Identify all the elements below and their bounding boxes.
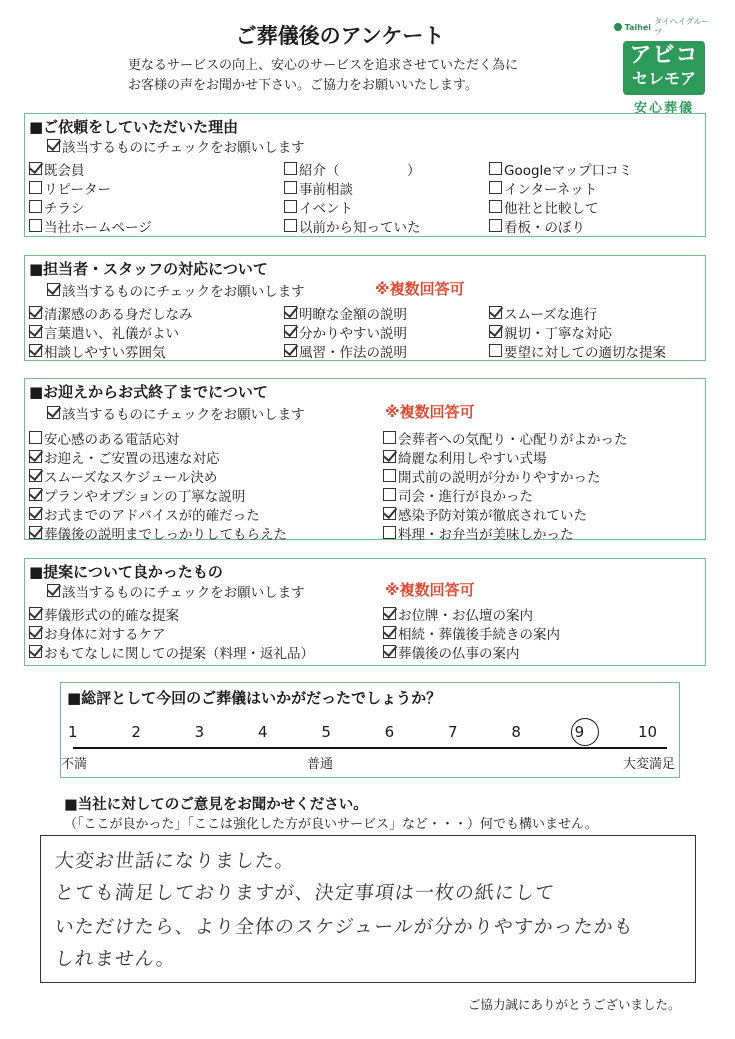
checkbox-empty-icon[interactable]: [29, 181, 42, 194]
checkbox-label: 明瞭な金額の説明: [299, 306, 407, 323]
checkbox-label: お身体に対するケア: [44, 626, 166, 643]
opinion-subtitle: （「ここが良かった」「ここは強化した方が良いサービス」など・・・）何でも構いません。: [64, 817, 598, 832]
checkbox-label: チラシ: [44, 200, 85, 217]
checkbox-item[interactable]: [383, 643, 701, 660]
checkbox-checked-icon[interactable]: [29, 507, 42, 520]
checkbox-label: 紹介（ ）: [299, 162, 421, 179]
checkbox-label: 相談しやすい雰囲気: [44, 344, 166, 361]
checkbox-label: Googleマップ口コミ: [504, 162, 633, 179]
section-title: ■お迎えからお式終了までについて: [29, 383, 268, 401]
rating-option[interactable]: 1: [68, 723, 78, 741]
checkbox-checked-icon[interactable]: [383, 626, 396, 639]
section-reception: [24, 378, 706, 543]
checkbox-label: スムーズなスケジュール決め: [44, 469, 218, 486]
checkbox-label: インターネット: [504, 181, 598, 198]
checkbox-checked-icon[interactable]: [29, 645, 42, 658]
instruction-text: 該当するものにチェックをお願いします: [62, 585, 305, 601]
rating-option[interactable]: 6: [384, 723, 395, 741]
rating-option[interactable]: 8: [511, 723, 521, 741]
checkbox-item[interactable]: [29, 217, 284, 234]
section-staff: [24, 255, 706, 361]
checkbox-item[interactable]: [383, 486, 701, 503]
section-proposal: [24, 558, 706, 666]
checkbox-label: 司会・進行が良かった: [398, 488, 533, 505]
checkbox-empty-icon[interactable]: [383, 488, 396, 501]
checkbox-item[interactable]: [284, 217, 489, 234]
handwritten-line-3: いただけたら、より全体のスケジュールが分かりやすかったかも: [53, 916, 635, 938]
logo-line-1: アビコ: [629, 43, 699, 68]
checkbox-checked-icon[interactable]: [29, 162, 42, 175]
rating-option[interactable]: 2: [131, 723, 141, 741]
opinion-answer-box: [40, 835, 696, 983]
checkbox-checked-icon[interactable]: [284, 306, 297, 319]
section-title: ■担当者・スタッフの対応について: [29, 260, 268, 278]
checkbox-empty-icon[interactable]: [489, 200, 502, 213]
checkbox-checked-icon[interactable]: [284, 344, 297, 357]
checkbox-item[interactable]: [29, 505, 383, 522]
checkbox-checked-icon[interactable]: [489, 325, 502, 338]
checkbox-label: 清潔感のある身だしなみ: [44, 306, 193, 323]
checkbox-item[interactable]: [29, 605, 383, 622]
checkbox-item[interactable]: [383, 605, 701, 622]
checkbox-label: 相続・葬儀後手続きの案内: [398, 626, 560, 643]
multi-answer-note: ※複数回答可: [385, 581, 475, 599]
checkbox-label: プランやオプションの丁寧な説明: [44, 488, 246, 505]
intro-text: [128, 56, 518, 96]
checkbox-label: お位牌・お仏壇の案内: [398, 607, 533, 624]
rating-option[interactable]: 3: [194, 723, 205, 741]
checkbox-empty-icon[interactable]: [383, 469, 396, 482]
checkbox-label: 他社と比較して: [504, 200, 599, 217]
checkbox-item[interactable]: [29, 467, 383, 484]
checkbox-item[interactable]: [383, 467, 701, 484]
checkbox-empty-icon[interactable]: [29, 219, 42, 232]
footer-thanks: ご協力誠にありがとうございました。: [468, 997, 681, 1012]
checkbox-checked-icon[interactable]: [383, 507, 396, 520]
checkbox-item[interactable]: [383, 505, 701, 522]
section-instruction: [47, 403, 305, 423]
checkbox-item[interactable]: [489, 217, 701, 234]
checkbox-empty-icon[interactable]: [489, 219, 502, 232]
checkbox-empty-icon[interactable]: [489, 162, 502, 175]
checkbox-label: 料理・お弁当が美味しかった: [398, 526, 574, 543]
checkbox-label: イベント: [299, 200, 353, 217]
rating-mid-label: 普通: [307, 757, 334, 772]
checkbox-empty-icon[interactable]: [383, 526, 396, 539]
checkbox-checked-icon[interactable]: [29, 344, 42, 357]
checkbox-checked-icon[interactable]: [29, 626, 42, 639]
checkbox-item[interactable]: [284, 160, 489, 177]
checkbox-checked-icon[interactable]: [29, 469, 42, 482]
logo-box: [623, 41, 705, 95]
checkbox-item[interactable]: [284, 323, 489, 340]
checkbox-checked-icon[interactable]: [284, 325, 297, 338]
checkbox-label: 風習・作法の説明: [299, 344, 407, 361]
checkbox-label: 葬儀後の説明までしっかりしてもらえた: [44, 526, 287, 543]
checkbox-checked-icon[interactable]: [383, 607, 396, 620]
section-request-reason: [24, 113, 706, 237]
section-title: ■ご依頼をしていただいた理由: [29, 118, 239, 136]
logo-line-2: セレモア: [631, 69, 696, 88]
checkbox-empty-icon[interactable]: [383, 431, 396, 444]
rating-option[interactable]: 5: [321, 723, 331, 741]
brand-dot-icon: [614, 23, 622, 31]
checkbox-label: お式までのアドバイスが的確だった: [44, 507, 260, 524]
checkbox-label: 会葬者への気配り・心配りがよかった: [398, 431, 628, 448]
instruction-text: 該当するものにチェックをお願いします: [62, 407, 305, 423]
checkbox-item[interactable]: [29, 429, 383, 446]
checkbox-label: 綺麗な利用しやすい式場: [398, 450, 547, 467]
multi-answer-note: ※複数回答可: [385, 403, 475, 421]
checkbox-item[interactable]: [489, 160, 701, 177]
checkbox-item[interactable]: [383, 524, 701, 541]
checkbox-label: おもてなしに関しての提案（料理・返礼品）: [44, 645, 314, 662]
intro-line-2: お客様の声をお聞かせ下さい。ご協力をお願いいたします。: [128, 78, 478, 93]
rating-axis-line: [73, 747, 667, 749]
rating-selected-circle: [571, 718, 599, 746]
checkbox-item[interactable]: [383, 429, 701, 446]
rating-option[interactable]: 10: [638, 723, 658, 741]
checkbox-empty-icon[interactable]: [489, 181, 502, 194]
checkbox-checked-icon[interactable]: [383, 645, 396, 658]
section-instruction: [47, 136, 305, 156]
checkbox-item[interactable]: [284, 179, 489, 196]
checkbox-item[interactable]: [29, 198, 284, 215]
intro-line-1: 更なるサービスの向上、安心のサービスを追求させていただく為に: [128, 58, 519, 73]
survey-title: ご葬儀後のアンケート: [235, 24, 445, 48]
checkbox-label: スムーズな進行: [504, 306, 598, 323]
rating-question: ■総評として今回のご葬儀はいかがだったでしょうか？: [67, 689, 442, 707]
checkbox-label: 当社ホームページ: [44, 219, 152, 236]
multi-answer-note: ※複数回答可: [375, 280, 465, 298]
checkbox-checked-icon[interactable]: [489, 306, 502, 319]
checkbox-icon: [47, 406, 60, 419]
brand-mark: [614, 16, 714, 38]
brand-en: Taihei: [624, 22, 652, 32]
checkbox-label: 言葉遣い、礼儀がよい: [44, 325, 179, 342]
checkbox-list: [29, 160, 701, 234]
company-logo: [614, 16, 714, 116]
section-instruction: [47, 581, 305, 601]
checkbox-list: [29, 429, 701, 541]
checkbox-item[interactable]: [29, 524, 383, 541]
rating-option[interactable]: 7: [448, 723, 458, 741]
checkbox-checked-icon[interactable]: [29, 450, 42, 463]
handwritten-line-4: しれません。: [53, 948, 178, 970]
checkbox-label: 分かりやすい説明: [299, 325, 407, 342]
checkbox-empty-icon[interactable]: [284, 200, 297, 213]
checkbox-item[interactable]: [29, 160, 284, 177]
instruction-text: 該当するものにチェックをお願いします: [62, 284, 305, 300]
checkbox-label: 以前から知っていた: [299, 219, 421, 236]
checkbox-item[interactable]: [284, 342, 489, 359]
checkbox-checked-icon[interactable]: [29, 306, 42, 319]
checkbox-icon: [47, 139, 60, 152]
checkbox-item[interactable]: [29, 304, 284, 321]
handwritten-line-2: とても満足しておりますが、決定事項は一枚の紙にして: [53, 882, 557, 904]
checkbox-checked-icon[interactable]: [383, 450, 396, 463]
checkbox-label: リピーター: [44, 181, 111, 198]
checkbox-item[interactable]: [29, 448, 383, 465]
checkbox-checked-icon[interactable]: [29, 607, 42, 620]
rating-option[interactable]: 4: [258, 723, 268, 741]
checkbox-label: 要望に対しての適切な提案: [504, 344, 666, 361]
checkbox-item[interactable]: [489, 342, 701, 359]
checkbox-label: お迎え・ご安置の迅速な対応: [44, 450, 220, 467]
checkbox-item[interactable]: [489, 323, 701, 340]
checkbox-item[interactable]: [489, 304, 701, 321]
checkbox-item[interactable]: [284, 304, 489, 321]
checkbox-checked-icon[interactable]: [29, 325, 42, 338]
rating-high-label: 大変満足: [622, 757, 675, 772]
checkbox-label: 葬儀後の仏事の案内: [398, 645, 520, 662]
checkbox-label: 親切・丁寧な対応: [504, 325, 612, 342]
checkbox-list: [29, 605, 701, 660]
section-overall-rating: [60, 682, 680, 778]
checkbox-label: 開式前の説明が分かりやすかった: [398, 469, 601, 486]
checkbox-checked-icon[interactable]: [29, 526, 42, 539]
handwritten-line-1: 大変お世話になりました。: [53, 850, 297, 872]
checkbox-label: 既会員: [44, 162, 85, 179]
checkbox-empty-icon[interactable]: [284, 219, 297, 232]
checkbox-item[interactable]: [383, 448, 701, 465]
checkbox-item[interactable]: [29, 643, 383, 660]
checkbox-list: [29, 304, 701, 359]
checkbox-empty-icon[interactable]: [489, 344, 502, 357]
checkbox-empty-icon[interactable]: [29, 200, 42, 213]
rating-option[interactable]: 9: [574, 723, 585, 741]
checkbox-item[interactable]: [29, 624, 383, 641]
checkbox-label: 葬儀形式の的確な提案: [44, 607, 179, 624]
section-instruction: [47, 280, 305, 300]
checkbox-item[interactable]: [284, 198, 489, 215]
checkbox-label: 事前相談: [299, 181, 353, 198]
checkbox-item[interactable]: [489, 198, 701, 215]
checkbox-label: 安心感のある電話応対: [44, 431, 179, 448]
instruction-text: 該当するものにチェックをお願いします: [62, 140, 305, 156]
brand-jp: タイヘイグループ: [654, 17, 710, 37]
checkbox-item[interactable]: [29, 342, 284, 359]
rating-low-label: 不満: [61, 757, 88, 772]
opinion-title: ■当社に対してのご意見をお聞かせください。: [64, 797, 368, 813]
checkbox-item[interactable]: [29, 486, 383, 503]
checkbox-item[interactable]: [383, 624, 701, 641]
checkbox-item[interactable]: [29, 179, 284, 196]
checkbox-checked-icon[interactable]: [29, 488, 42, 501]
section-title: ■提案について良かったもの: [29, 563, 223, 581]
checkbox-item[interactable]: [489, 179, 701, 196]
checkbox-label: 看板・のぼり: [504, 219, 585, 236]
checkbox-item[interactable]: [29, 323, 284, 340]
checkbox-icon: [47, 283, 60, 296]
checkbox-empty-icon[interactable]: [284, 181, 297, 194]
checkbox-empty-icon[interactable]: [29, 431, 42, 444]
logo-sub: 安心葬儀: [633, 101, 694, 116]
checkbox-icon: [47, 584, 60, 597]
checkbox-label: 感染予防対策が徹底されていた: [398, 507, 587, 524]
checkbox-empty-icon[interactable]: [284, 162, 297, 175]
